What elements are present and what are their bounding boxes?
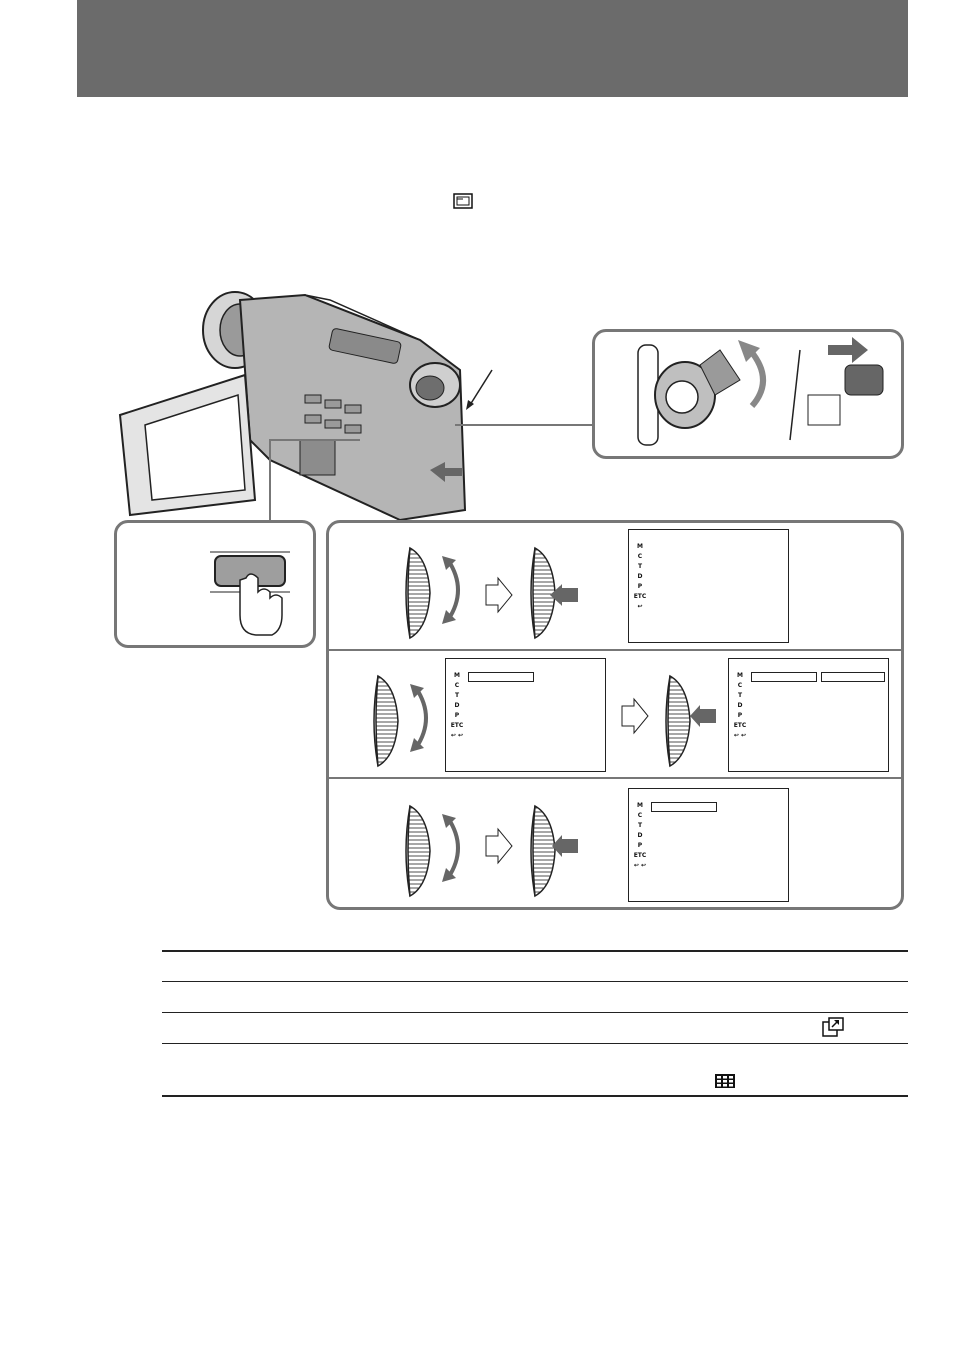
print-menu-icon: P xyxy=(637,842,643,849)
return-icon: ↩ ↩ xyxy=(733,732,747,739)
tape-menu-icon: T xyxy=(737,692,743,699)
menu-selection-box xyxy=(468,672,534,682)
print-menu-icon: P xyxy=(737,712,743,719)
display-menu-icon: D xyxy=(737,702,743,709)
etc-menu-label: ETC xyxy=(450,722,464,729)
manual-menu-icon: M xyxy=(637,543,643,550)
tape-menu-icon: T xyxy=(637,822,643,829)
table-row-rule-2 xyxy=(162,1012,908,1013)
display-menu-icon: D xyxy=(637,832,643,839)
manual-menu-icon: M xyxy=(737,672,743,679)
etc-menu-label: ETC xyxy=(733,722,747,729)
camera-menu-icon: C xyxy=(637,553,643,560)
tape-menu-icon: T xyxy=(637,563,643,570)
menu-screen-step2b xyxy=(728,658,889,772)
return-icon: ↩ xyxy=(637,603,643,610)
display-menu-icon: D xyxy=(637,573,643,580)
tape-menu-icon: T xyxy=(454,692,460,699)
camera-menu-icon: C xyxy=(637,812,643,819)
display-menu-icon: D xyxy=(454,702,460,709)
return-icon: ↩ ↩ xyxy=(450,732,464,739)
manual-menu-icon: M xyxy=(454,672,460,679)
menu-screen-step1 xyxy=(628,529,789,643)
table-bottom-rule xyxy=(162,1095,908,1097)
table-row-rule-3 xyxy=(162,1043,908,1044)
menu-selection-box xyxy=(751,672,817,682)
camera-menu-icon: C xyxy=(737,682,743,689)
etc-menu-label: ETC xyxy=(633,593,647,600)
table-row-rule-1 xyxy=(162,981,908,982)
submenu-selection-box xyxy=(821,672,885,682)
menu-selection-box xyxy=(651,802,717,812)
print-menu-icon: P xyxy=(454,712,460,719)
return-icon: ↩ ↩ xyxy=(633,862,647,869)
menu-icon-column xyxy=(733,671,747,741)
menu-screen-step2a xyxy=(445,658,606,772)
etc-menu-label: ETC xyxy=(633,852,647,859)
print-menu-icon: P xyxy=(637,583,643,590)
manual-menu-icon: M xyxy=(637,802,643,809)
menu-screen-step3 xyxy=(628,788,789,902)
menu-icon-column xyxy=(633,542,647,612)
multi-screen-grid-icon xyxy=(714,1073,736,1094)
menu-icon-column xyxy=(450,671,464,741)
table-top-rule xyxy=(162,950,908,952)
menu-icon-column xyxy=(633,801,647,871)
picture-in-picture-icon xyxy=(822,1017,844,1042)
camera-menu-icon: C xyxy=(454,682,460,689)
